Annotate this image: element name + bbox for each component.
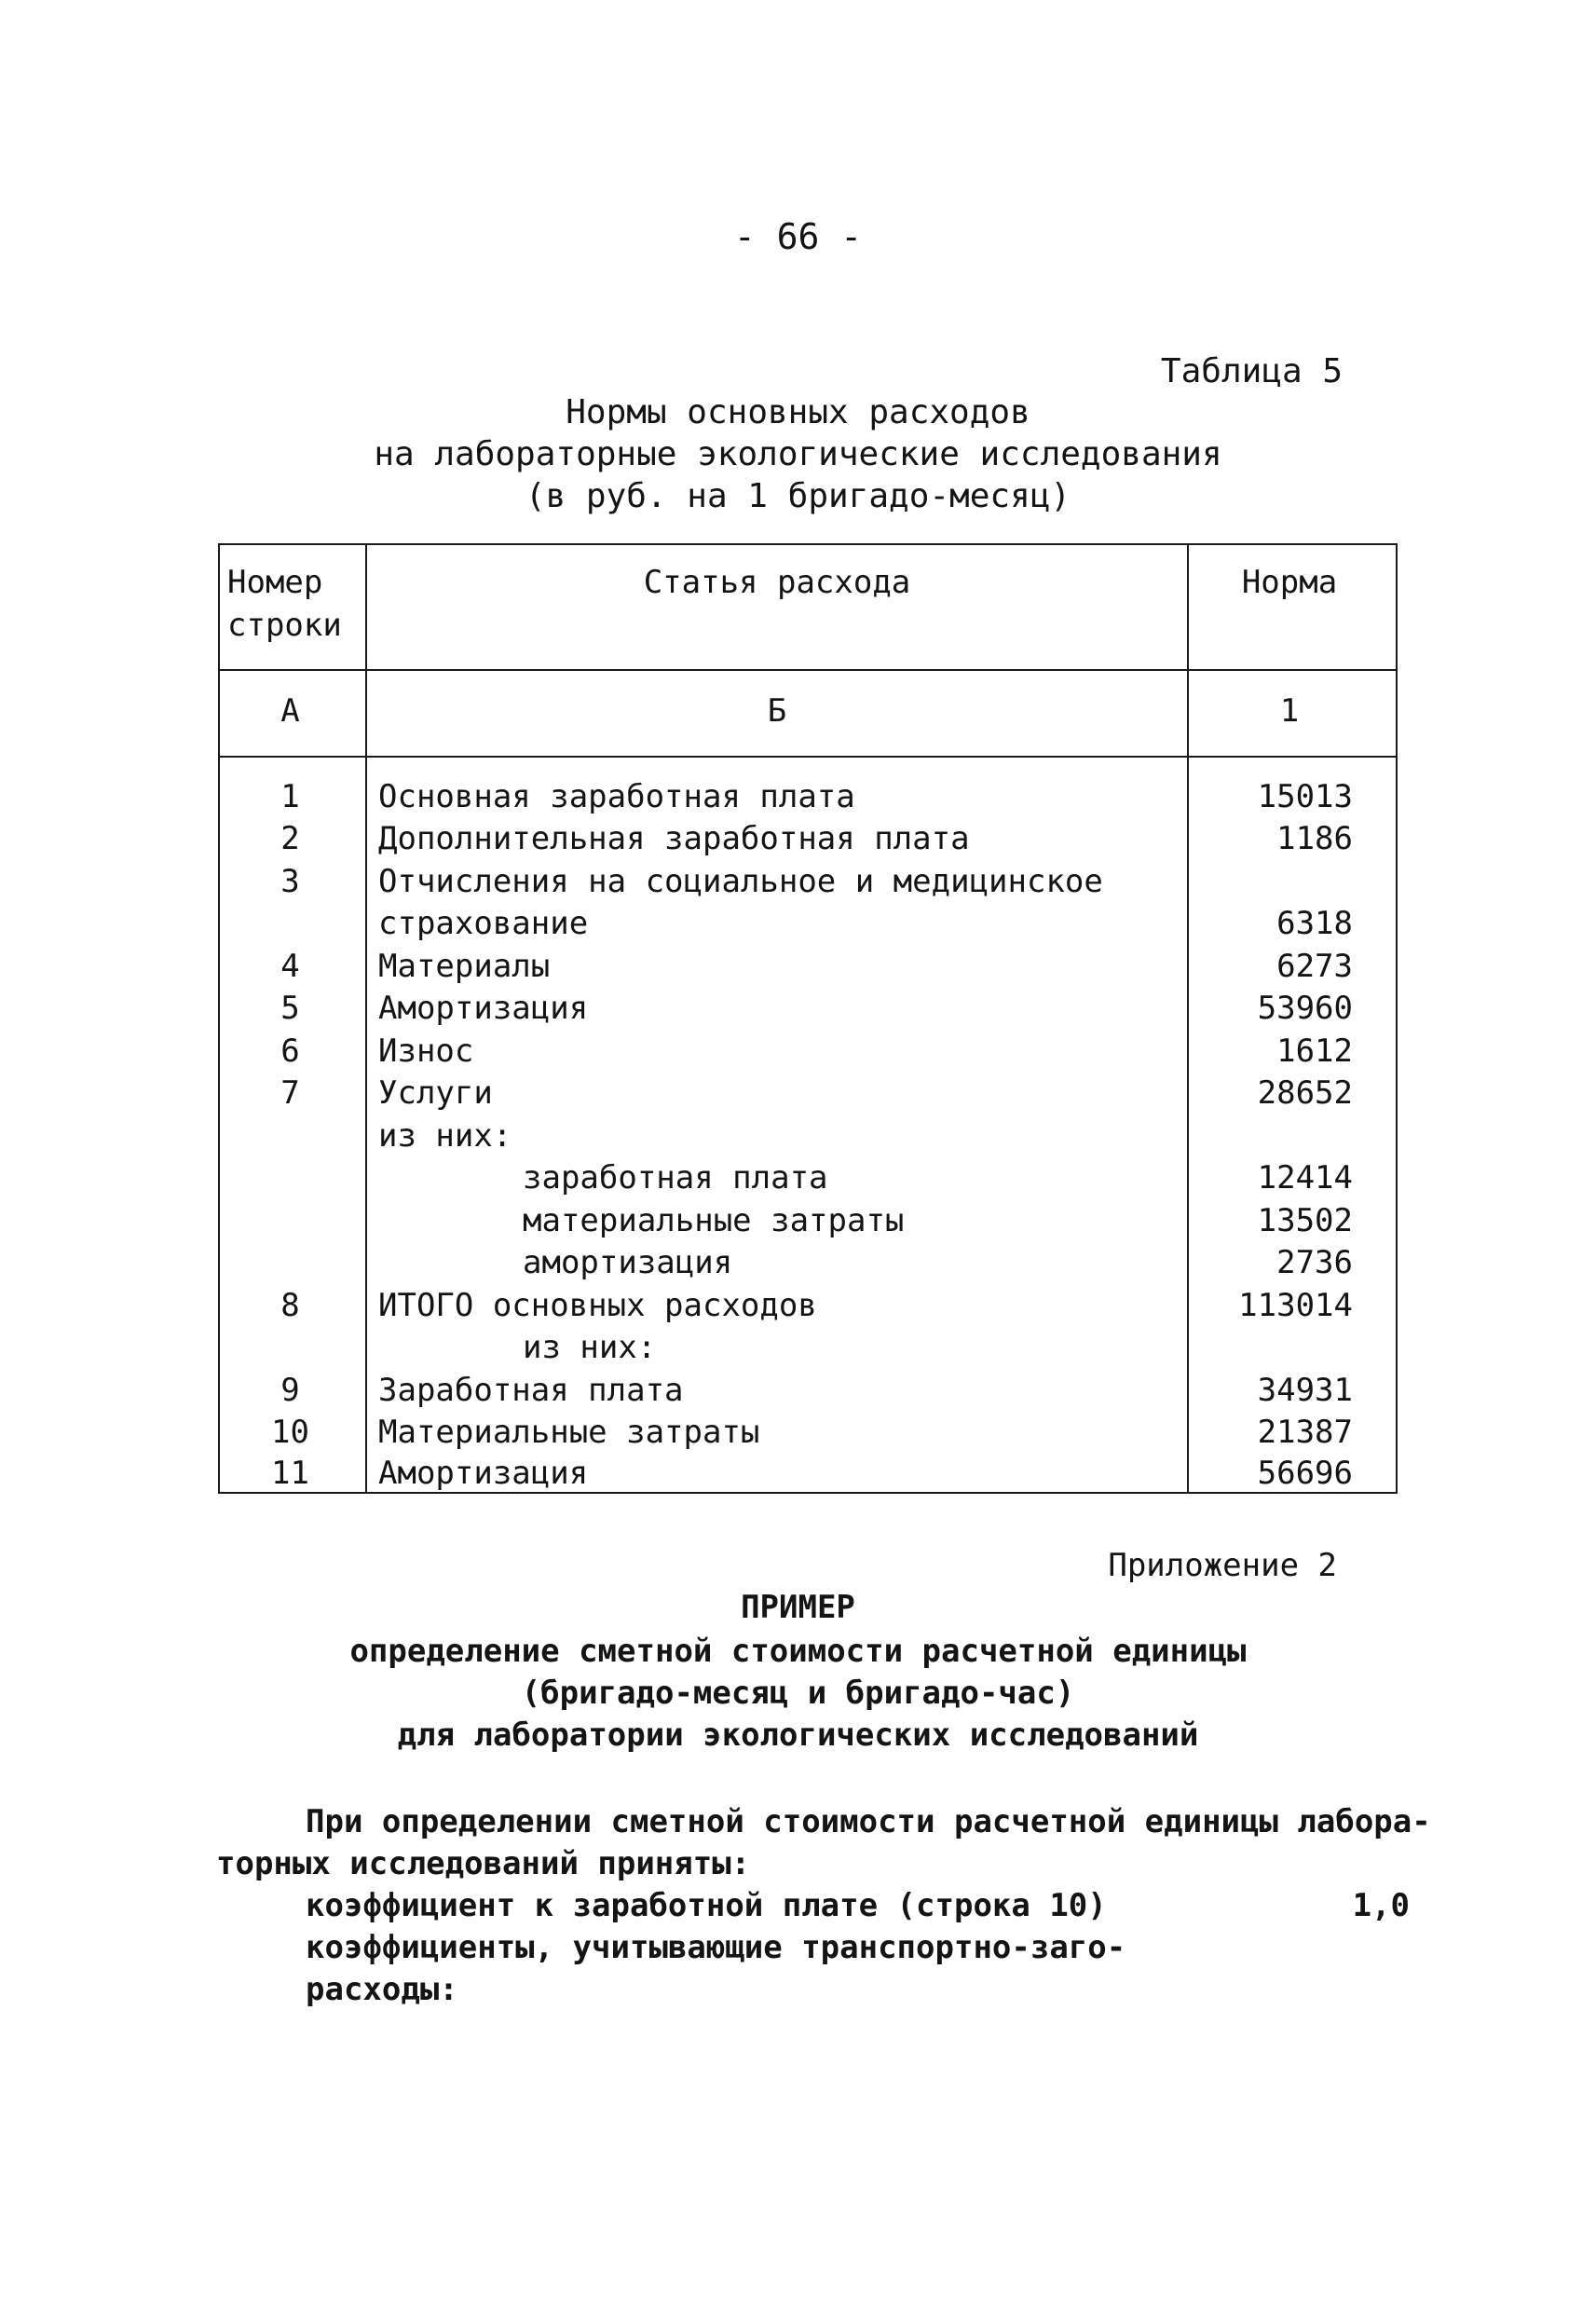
- row-value: 12414: [1257, 1159, 1353, 1197]
- row-number: 6: [280, 1032, 300, 1070]
- row-item: Отчисления на социальное и медицинское: [378, 863, 1103, 900]
- appendix-subtitle-line-2: (бригадо-месяц и бригадо-час): [521, 1675, 1075, 1712]
- row-value: 34931: [1257, 1372, 1353, 1409]
- row-number: 8: [280, 1287, 300, 1324]
- coefficient-item-text: расходы:: [306, 1971, 458, 2008]
- row-value: 28652: [1257, 1074, 1353, 1112]
- row-value: 113014: [1238, 1287, 1353, 1324]
- table-title-line-3: (в руб. на 1 бригадо-месяц): [525, 477, 1071, 515]
- subheader-1: 1: [1279, 692, 1300, 730]
- subheader-a: А: [280, 692, 300, 730]
- table-subheader-divider: [218, 756, 1398, 758]
- norms-table: [218, 543, 1398, 1494]
- subheader-b: Б: [767, 692, 787, 730]
- row-value: 13502: [1257, 1202, 1353, 1239]
- row-number: 4: [280, 948, 300, 985]
- table-title-line-2: на лабораторные экологические исследования: [374, 435, 1222, 473]
- coefficient-item-value: 1,0: [1352, 1887, 1410, 1924]
- paragraph-line-1: При определении сметной стоимости расчетной единицы лабора-: [306, 1803, 1431, 1840]
- row-item: Услуги: [378, 1074, 493, 1112]
- row-item: Основная заработная плата: [378, 778, 855, 815]
- row-item: материальные затраты: [523, 1202, 905, 1239]
- paragraph-line-2: торных исследований приняты:: [216, 1845, 751, 1882]
- row-item: из них:: [378, 1117, 512, 1155]
- appendix-title: ПРИМЕР: [741, 1589, 855, 1626]
- page-number: - 66 -: [733, 216, 863, 257]
- row-number: 1: [280, 778, 300, 815]
- header-norm: Норма: [1241, 564, 1338, 601]
- appendix-subtitle-line-3: для лаборатории экологических исследований: [397, 1716, 1199, 1754]
- row-item: страхование: [378, 905, 589, 942]
- row-item: ИТОГО основных расходов: [378, 1287, 817, 1324]
- coefficient-item-text: коэффициенты, учитывающие транспортно-заго-: [306, 1929, 1126, 1966]
- row-number: 2: [280, 820, 300, 857]
- row-number: 11: [271, 1455, 309, 1492]
- coefficient-item-text: коэффициент к заработной плате (строка 10): [306, 1887, 1107, 1924]
- row-value: 6318: [1276, 905, 1353, 942]
- row-item: Заработная плата: [378, 1372, 684, 1409]
- table-bottom-border: [218, 1492, 1398, 1494]
- row-value: 15013: [1257, 778, 1353, 815]
- table-right-border: [1396, 543, 1398, 1494]
- table-top-border: [218, 543, 1398, 545]
- appendix-subtitle-line-1: определение сметной стоимости расчетной единицы: [349, 1633, 1247, 1670]
- row-number: 7: [280, 1074, 300, 1112]
- table-title-line-1: Нормы основных расходов: [566, 393, 1030, 431]
- table-header-divider: [218, 669, 1398, 671]
- row-item: Материалы: [378, 948, 551, 985]
- row-item: Амортизация: [378, 1455, 589, 1492]
- row-value: 53960: [1257, 990, 1353, 1027]
- row-number: 3: [280, 863, 300, 900]
- row-item: Амортизация: [378, 990, 589, 1027]
- row-item: амортизация: [523, 1244, 733, 1281]
- table-col-divider-1: [365, 543, 367, 1494]
- row-item: из них:: [523, 1329, 657, 1366]
- row-item: заработная плата: [523, 1159, 828, 1197]
- row-item: Материальные затраты: [378, 1414, 760, 1451]
- header-item: Статья расхода: [643, 564, 911, 601]
- row-value: 6273: [1276, 948, 1353, 985]
- row-value: 56696: [1257, 1455, 1353, 1492]
- table-label: Таблица 5: [1160, 352, 1343, 390]
- row-item: Дополнительная заработная плата: [378, 820, 970, 857]
- row-value: 1612: [1276, 1032, 1353, 1070]
- row-value: 1186: [1276, 820, 1353, 857]
- row-number: 5: [280, 990, 300, 1027]
- row-value: 2736: [1276, 1244, 1353, 1281]
- header-row-number-line-1: Номер: [227, 564, 323, 601]
- row-number: 10: [271, 1414, 309, 1451]
- appendix-label: Приложение 2: [1108, 1547, 1337, 1584]
- row-value: 21387: [1257, 1414, 1353, 1451]
- row-number: 9: [280, 1372, 300, 1409]
- row-item: Износ: [378, 1032, 474, 1070]
- header-row-number-line-2: строки: [227, 607, 342, 644]
